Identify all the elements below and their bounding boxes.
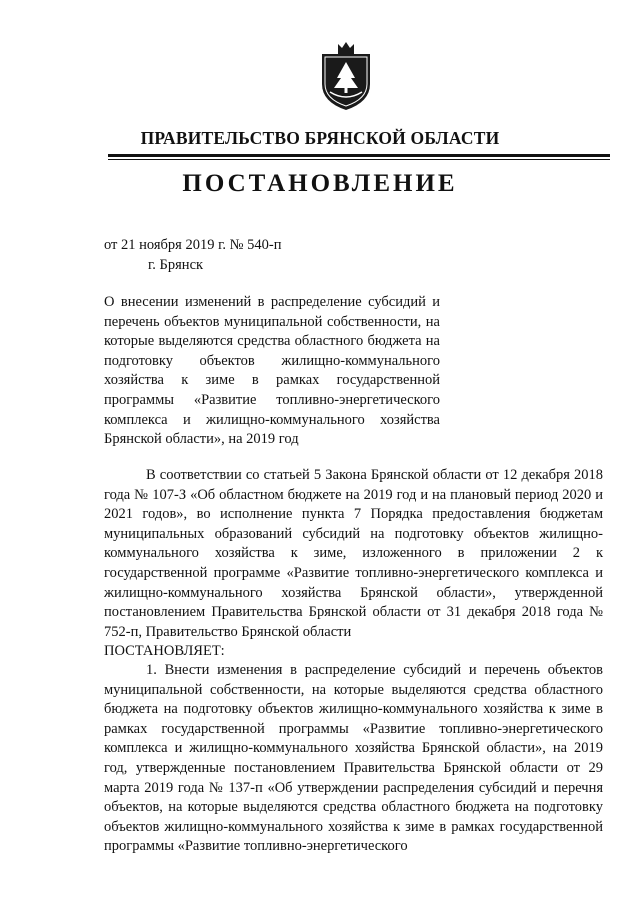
- organization-title: ПРАВИТЕЛЬСТВО БРЯНСКОЙ ОБЛАСТИ: [140, 128, 500, 148]
- preamble-paragraph: [104, 466, 603, 662]
- resolves-heading: ПОСТАНОВЛЯЕТ:: [104, 643, 225, 660]
- header-rule-thick: [108, 154, 610, 157]
- header-rule-thin: [108, 159, 610, 160]
- document-city: г. Брянск: [148, 257, 204, 273]
- coat-of-arms-emblem: [316, 40, 376, 114]
- document-subject: О внесении изменений в распределение субсидий и перечень объектов муниципальной собственности, на которые выделяются средства областного бюджета на подготовку объектов жилищно-коммунального хозяйства к зиме в рамках государственной программы «Развитие топливно-энергетического комплекса и жилищно-коммунального хозяйства Брянской области», на 2019 год: [104, 294, 440, 448]
- item-1-paragraph: 1. Внести изменения в распределение субсидий и перечень объектов муниципальной собственности, на которые выделяются средства областного бюджета на подготовку объектов жилищно-коммунального хозяйства к зиме в рамках государственной программы «Развитие топливно-энергетического комплекса и жилищно-коммунального хозяйства Брянской области», на 2019 год, утвержденные постановлением Правительства Брянской области от 29 марта 2019 года № 137-п «Об утверждении распределения субсидий и перечня объектов, на которые выделяются средства областного бюджета на подготовку объектов жилищно-коммунального хозяйства к зиме в рамках государственной программы «Развитие топливно-энергетического: [104, 662, 603, 855]
- document-date-number: от 21 ноября 2019 г. № 540-п: [104, 237, 282, 253]
- preamble-text: В соответствии со статьей 5 Закона Брянской области от 12 декабря 2018 года № 107-З «Об областном бюджете на 2019 год и на плановый период 2020 и 2021 годов», во исполнение пункта 7 Порядка предоставления бюджетам муниципальных образований субсидий на подготовку объектов жилищно-коммунального хозяйства к зиме, изложенного в приложении 2 к государственной программе «Развитие топливно-энергетического комплекса и жилищно-коммунального хозяйства Брянской области», утвержденной постановлением Правительства Брянской области от 31 декабря 2018 года № 752-п, Правительство Брянской области: [104, 467, 603, 640]
- document-type-title: ПОСТАНОВЛЕНИЕ: [182, 170, 458, 197]
